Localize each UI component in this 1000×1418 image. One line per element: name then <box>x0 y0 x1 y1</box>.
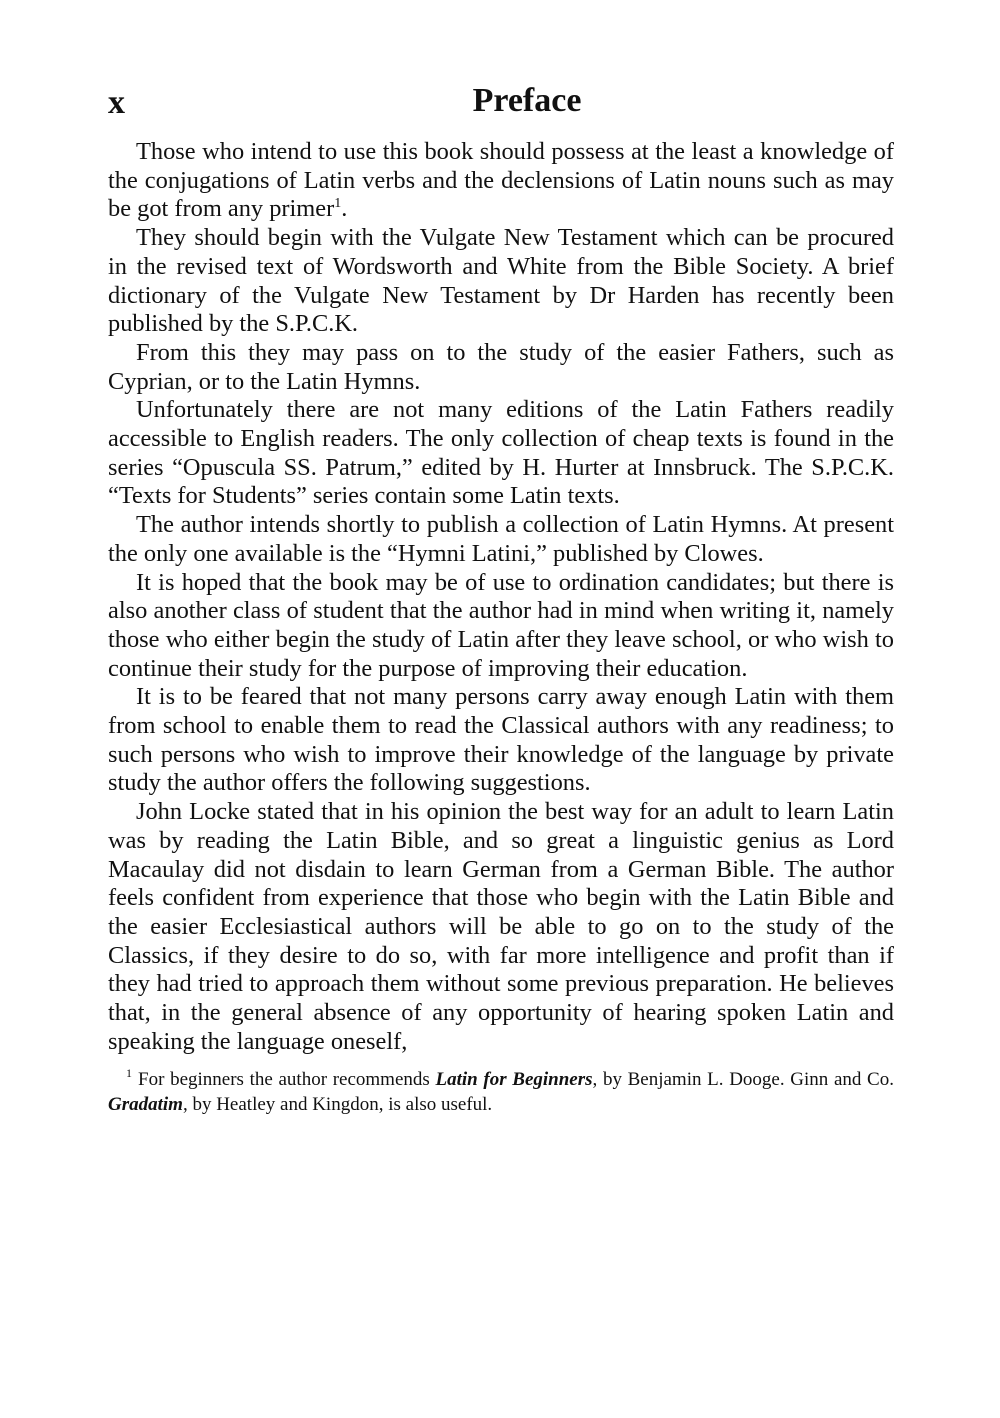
book-title-gradatim: Gradatim <box>108 1093 183 1115</box>
paragraph: From this they may pass on to the study of the easier Fathers, such as Cyprian, or to the Latin Hymns. <box>108 338 894 395</box>
paragraph <box>108 138 894 224</box>
book-title-latin-for-beginners: Latin for Beginners <box>435 1068 593 1090</box>
paragraph: The author intends shortly to publish a collection of Latin Hymns. At present the only one available is the “Hymni Latini,” published by Clowes. <box>108 511 894 567</box>
book-page <box>108 80 894 1117</box>
paragraph: They should begin with the Vulgate New Testament which can be procured in the revised text of Wordsworth and White from the Bible Society. A brief dictionary of the Vulgate New Testament by Dr Harden has recently been published by the S.P.C.K. <box>108 224 894 338</box>
page-title: Preface <box>472 82 582 119</box>
paragraph: It is hoped that the book may be of use to ordination candidates; but there is also another class of student that the author had in mind when writing it, namely those who either begin the study of Latin after they leave school, or who wish to continue their study for the purpose of improving their education. <box>108 568 894 682</box>
footnote <box>108 1067 894 1117</box>
page-number: x <box>108 84 126 121</box>
footnote-text: , by Benjamin L. Dooge. Ginn and Co. <box>592 1068 894 1090</box>
paragraph-text-end: . <box>341 195 348 223</box>
paragraph: It is to be feared that not many persons carry away enough Latin with them from school to enable them to read the Classical authors with any readiness; to such persons who wish to improve their knowledge of the language by private study the author offers the following suggestions. <box>108 683 894 797</box>
footnotes <box>108 1067 894 1117</box>
preface-body <box>108 138 894 1057</box>
footnote-text: For beginners the author recommends <box>138 1068 436 1090</box>
paragraph-text: Those who intend to use this book should possess at the least a knowledge of the conjugations of Latin verbs and the declensions of Latin nouns such as may be got from any primer <box>108 138 894 223</box>
footnote-text: , by Heatley and Kingdon, is also useful. <box>182 1093 493 1115</box>
page-header <box>108 80 894 138</box>
paragraph: Unfortunately there are not many editions of the Latin Fathers readily accessible to English readers. The only collection of cheap texts is found in the series “Opuscula SS. Patrum,” edited by H. Hurter at Innsbruck. The S.P.C.K. “Texts for Students” series contain some Latin texts. <box>108 396 894 510</box>
footnote-reference: 1 <box>334 196 342 212</box>
footnote-marker: 1 <box>126 1066 132 1081</box>
paragraph: John Locke stated that in his opinion the best way for an adult to learn Latin was by reading the Latin Bible, and so great a linguistic genius as Lord Macaulay did not disdain to learn German from a German Bible. The author feels confident from experience that those who begin with the Latin Bible and the easier Ecclesiastical authors will be able to go on to the study of the Classics, if they desire to do so, with far more intelligence and profit than if they had tried to approach them without some previous preparation. He believes that, in the general absence of any opportunity of hearing spoken Latin and speaking the language oneself, <box>108 798 894 1055</box>
